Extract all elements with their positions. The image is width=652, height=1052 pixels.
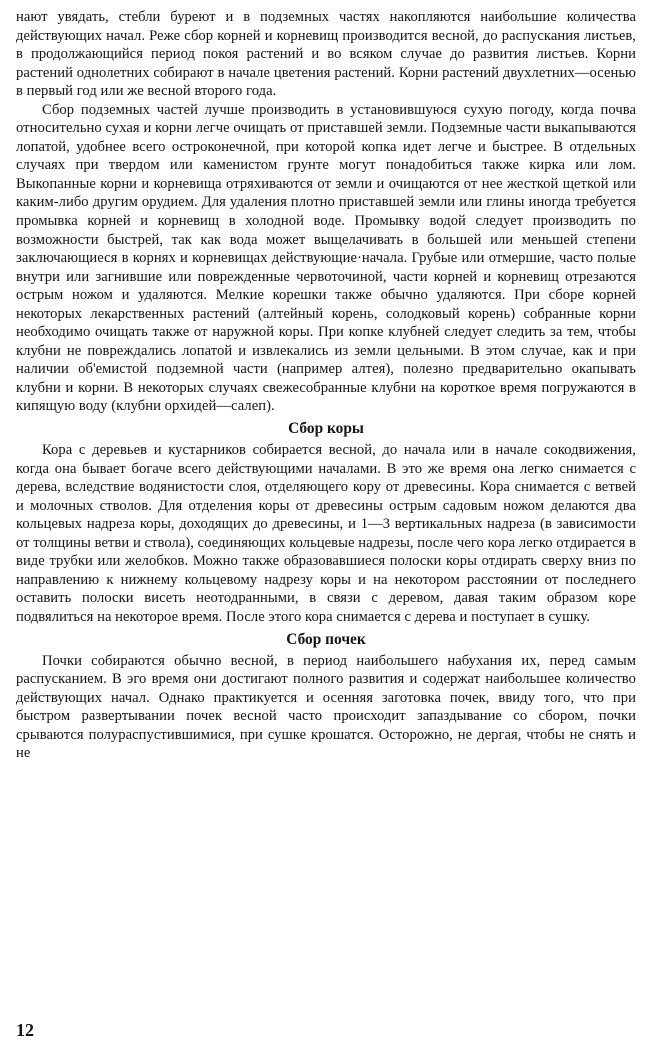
paragraph-buds: Почки собираются обычно весной, в период наибольшего набухания их, перед самым распусканием. В эго время они достигают полного развития и содержат наибольшее количество действующих начал. Однако практикуется и осенняя заготовка почек, ввиду того, что при быстром развертывании почек весной часто происходит запаздывание со сбором, почки срываются полураспустившимися, при сушке крошатся. Осторожно, не дергая, чтобы не снять и не — [16, 652, 636, 762]
paragraph-roots-timing: нают увядать, стебли буреют и в подземных частях накопляются наибольшие количества действующих начал. Реже сбор корней и корневищ производится весной, до распускания листьев, в продолжающийся период покоя растений и во всяком случае до развития листьев. Корни растений однолетних собирают в начале цветения растений. Корни растений двухлетних—осенью в первый год или же весной второго года. — [16, 9, 636, 100]
paragraph-bark: Кора с деревьев и кустарников собирается весной, до начала или в начале сокодвижения, когда она бывает богаче всего действующими началами. В это же время она легко снимается с дерева, вследствие водянистости слоя, отделяющего кору от древесины. Кора снимается с ветвей и молочных стволов. Для отделения коры от древесины острым садовым ножом делаются два кольцевых надреза коры, доходящих до древесины, и 1—3 вертикальных надреза (в зависимости от толщины ветви и ствола), соединяющих кольцевые надрезы, после чего кора легко отдирается в виде трубки или желобков. Можно также образовавшиеся полоски коры отдирать сверху вниз по направлению к нижнему кольцевому надрезу коры и на некотором расстоянии от последнего оставить полоски висеть неотодранными, в связи с деревом, давая таким образом коре подвялиться на некоторое время. После этого кора снимается с дерева и поступает в сушку. — [16, 442, 636, 625]
section-heading-buds: Сбор почек — [286, 630, 366, 648]
paragraph-roots-digging: Сбор подземных частей лучше производить в установившуюся сухую погоду, когда почва относительно сухая и корни легче очищать от приставшей земли. Подземные части выкапываются лопатой, удобнее всего остроконечной, при которой копка идет легче и быстрее. В отдельных случаях при твердом или каменистом грунте могут понадобиться также кирка или лом. Выкопанные корни и корневища отряхиваются от земли и очищаются от нее жесткой щеткой или каким-либо другим орудием. Для удаления плотно приставшей земли или глины иногда требуется промывка корней и корневищ в холодной воде. Промывку водой следует производить по возможности быстрей, так как вода может выщелачивать в большей или меньшей степени заключающиеся в корнях и корневищах действующие·начала. Грубые или отмершие, часто полые внутри или загнившие или поврежденные червоточиной, части корней и корневищ отрезаются острым ножом и удаляются. Мелкие корешки также обычно удаляются. При сборе корней некоторых лекарственных растений (алтейный корень, солодковый корень) собранные корни необходимо очищать также от наружной коры. При копке клубней следует следить за тем, чтобы клубни не повреждались лопатой и извлекались из земли цельными. В этом случае, как и при наличии об'емистой подземной части (например алтея), полезно предварительно окапывать клубни и корни. В некоторых случаях свежесобранные клубни на короткое время погружаются в кипящую воду (клубни орхидей—салеп). — [16, 101, 636, 415]
page-body — [16, 8, 636, 763]
section-heading-bark: Сбор коры — [288, 420, 364, 438]
page-number: 12 — [16, 1020, 34, 1040]
